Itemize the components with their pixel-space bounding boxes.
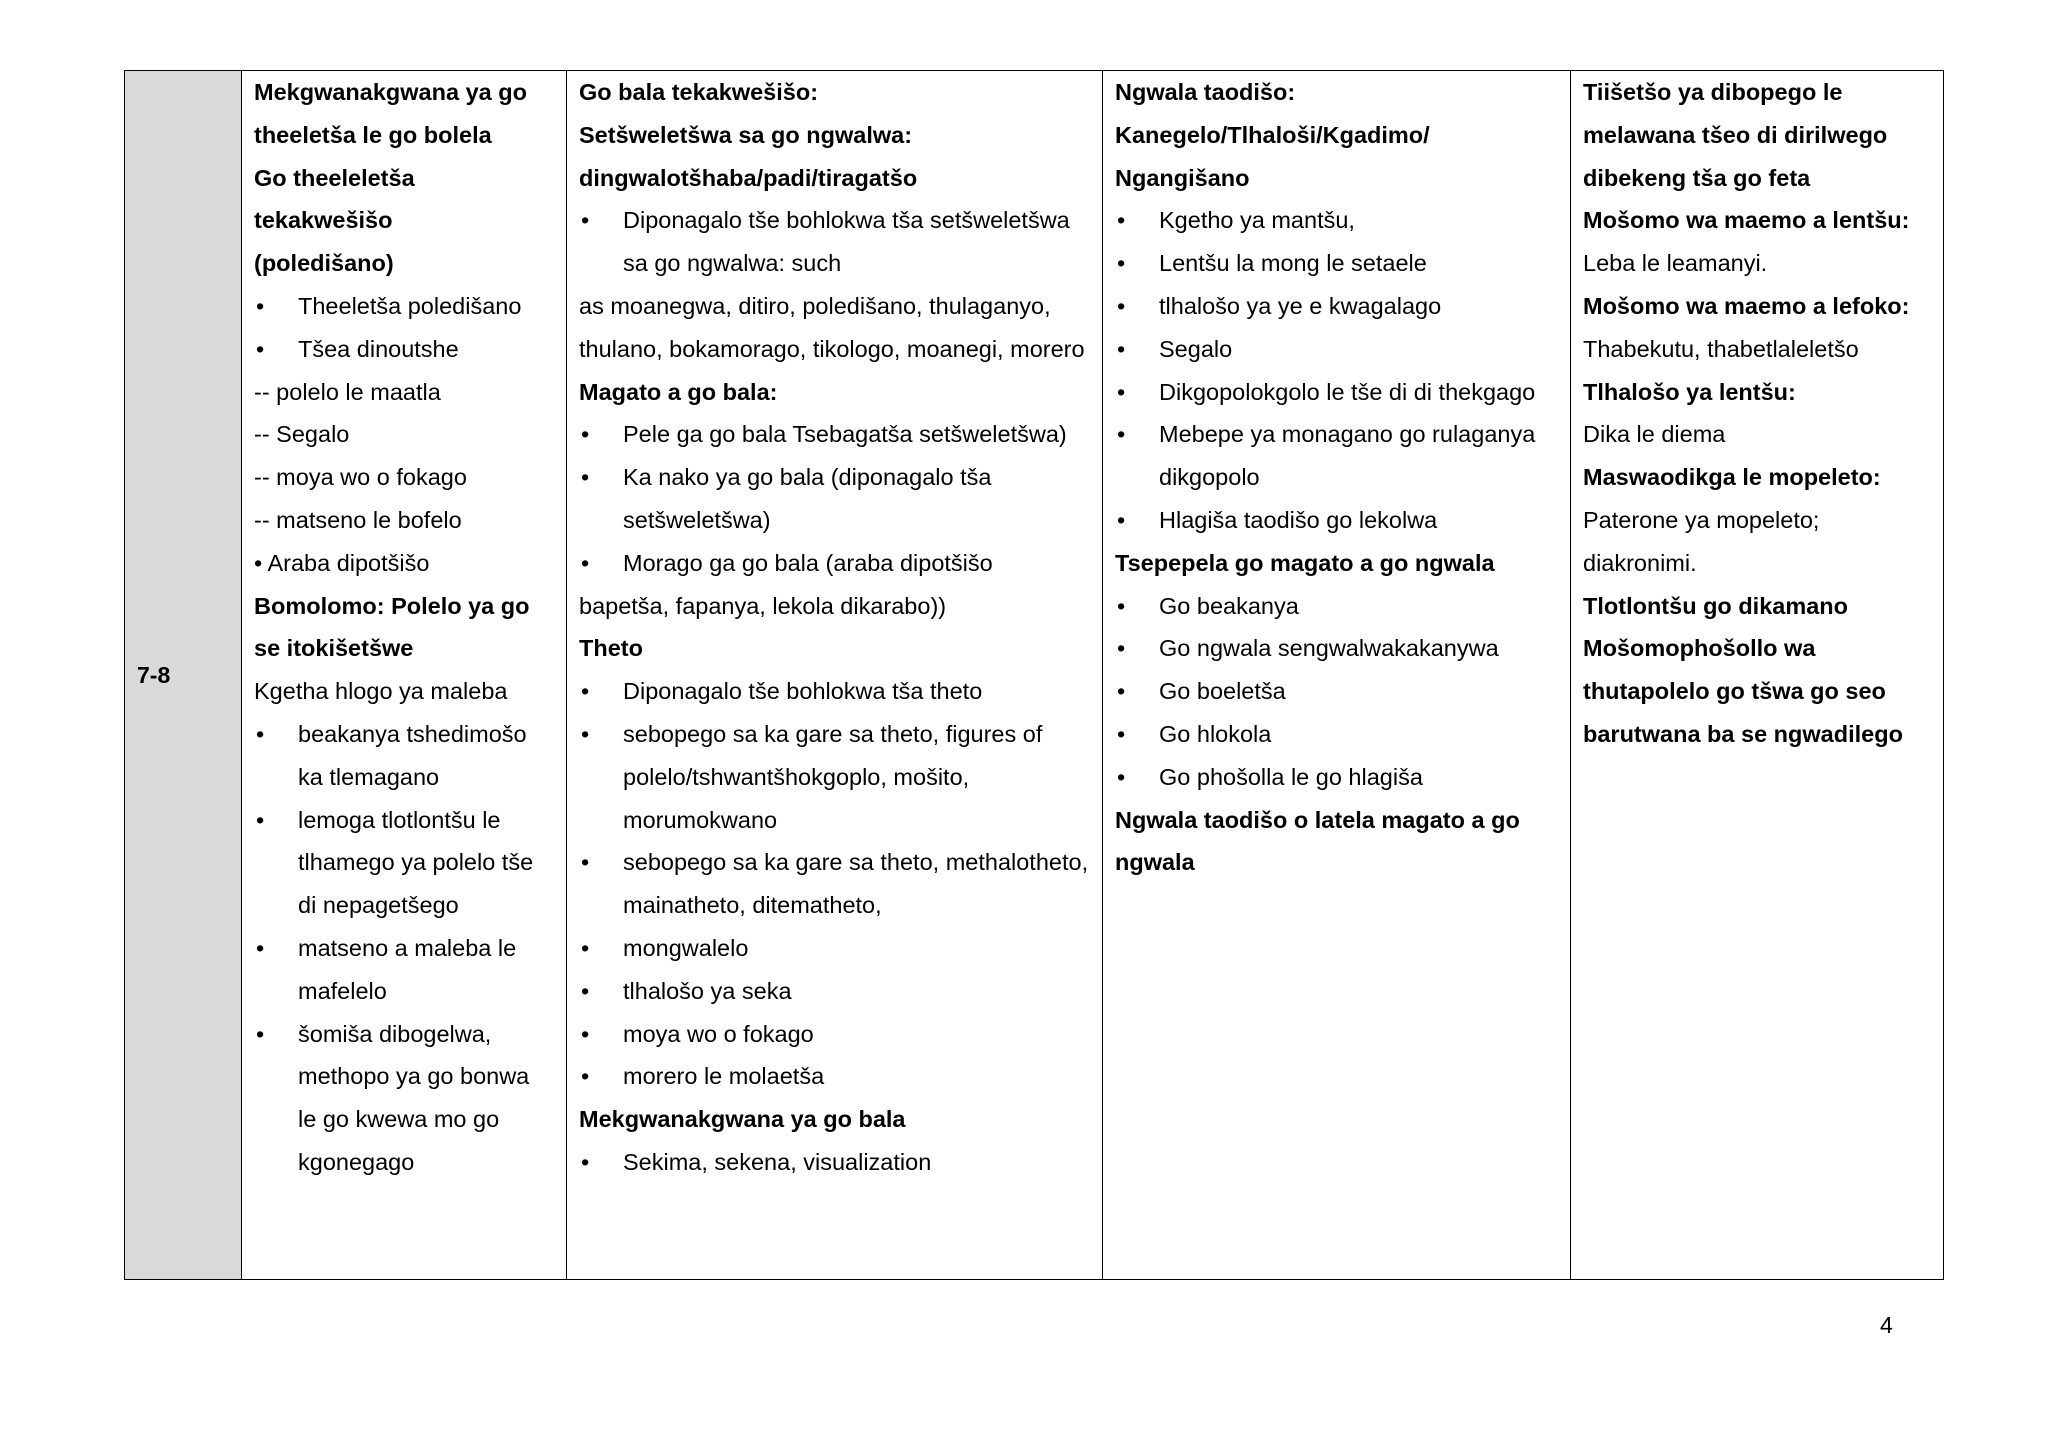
bullet-item: • morero le molaetša xyxy=(579,1055,1090,1098)
language-structures-content xyxy=(1571,71,1943,756)
bullet-item: • Sekima, sekena, visualization xyxy=(579,1141,1090,1184)
section-heading: Tlotlontšu go dikamano xyxy=(1583,592,1849,619)
text-line: as moanegwa, ditiro, poledišano, thulaganyo, thulano, bokamorago, tikologo, moanegi, morero xyxy=(579,292,1085,362)
section-heading: Tiišetšo ya dibopego le melawana tšeo di dirilwego dibekeng tša go feta xyxy=(1583,79,1888,191)
section-heading: se itokišetšwe xyxy=(254,635,414,662)
section-heading: Mekgwanakgwana ya go xyxy=(254,79,527,105)
bullet-item: • tlhalošo ya ye e kwagalago xyxy=(1115,285,1558,328)
bullet-item: • Go ngwala sengwalwakakanywa xyxy=(1115,627,1558,670)
bullet-item: • Tšea dinoutshe xyxy=(254,328,554,371)
reading-cell xyxy=(567,71,1103,1280)
bullet-item: • beakanya tshedimošo ka tlemagano xyxy=(254,713,554,799)
bullet-item: • Lentšu la mong le setaele xyxy=(1115,242,1558,285)
section-heading: theeletša le go bolela xyxy=(254,121,492,148)
text-line: Dika le diema xyxy=(1583,421,1726,448)
section-heading: Ngwala taodišo: xyxy=(1115,79,1296,105)
text-line: Leba le leamanyi. xyxy=(1583,250,1768,277)
reading-content xyxy=(567,71,1102,1184)
text-line: -- matseno le bofelo xyxy=(254,506,462,533)
bullet-item: • Hlagiša taodišo go lekolwa xyxy=(1115,499,1558,542)
bullet-item: • sebopego sa ka gare sa theto, methalotheto, mainatheto, ditematheto, xyxy=(579,841,1090,927)
section-heading: Mekgwanakgwana ya go bala xyxy=(579,1106,906,1133)
text-line: bapetša, fapanya, lekola dikarabo)) xyxy=(579,592,947,619)
bullet-item: • šomiša dibogelwa, methopo ya go bonwa le go kwewa mo go kgonegago xyxy=(254,1013,554,1184)
text-line: Paterone ya mopeleto; diakronimi. xyxy=(1583,506,1820,576)
section-heading: Maswaodikga le mopeleto: xyxy=(1583,464,1881,491)
bullet-item: • Kgetho ya mantšu, xyxy=(1115,199,1558,242)
week-label: 7-8 xyxy=(137,661,171,688)
bullet-item: • Dikgopolokgolo le tše di di thekgago xyxy=(1115,371,1558,414)
bullet-item: • Go hlokola xyxy=(1115,713,1558,756)
bullet-item: • Pele ga go bala Tsebagatša setšweletšwa) xyxy=(579,413,1090,456)
section-heading: Mošomophošollo wa thutapolelo go tšwa go seo barutwana ba se ngwadilego xyxy=(1583,635,1903,747)
section-heading: Mošomo wa maemo a lentšu: xyxy=(1583,207,1910,234)
bullet-item: • Morago ga go bala (araba dipotšišo xyxy=(579,542,1090,585)
curriculum-table xyxy=(124,70,1944,1280)
section-heading: Kanegelo/Tlhaloši/Kgadimo/ xyxy=(1115,121,1430,148)
language-structures-cell xyxy=(1571,71,1944,1280)
text-line: Kgetha hlogo ya maleba xyxy=(254,678,508,705)
bullet-item: • Mebepe ya monagano go rulaganya dikgopolo xyxy=(1115,413,1558,499)
section-heading: Bomolomo: Polelo ya go xyxy=(254,592,530,619)
text-line: Thabekutu, thabetlaleletšo xyxy=(1583,335,1859,362)
bullet-item: • Diponagalo tše bohlokwa tša theto xyxy=(579,670,1090,713)
text-line: -- polelo le maatla xyxy=(254,378,441,405)
writing-cell xyxy=(1103,71,1571,1280)
bullet-item: • Go boeletša xyxy=(1115,670,1558,713)
section-heading: Setšweletšwa sa go ngwalwa: xyxy=(579,121,913,148)
section-heading: tekakwešišo xyxy=(254,207,393,234)
bullet-item: • Theeletša poledišano xyxy=(254,285,554,328)
bullet-item: • moya wo o fokago xyxy=(579,1013,1090,1056)
bullet-item: • Go beakanya xyxy=(1115,585,1558,628)
week-cell xyxy=(125,71,242,1280)
section-heading: (poledišano) xyxy=(254,250,394,277)
page-number: 4 xyxy=(1880,1312,1893,1338)
table-row xyxy=(125,71,1944,1280)
bullet-item: • Diponagalo tše bohlokwa tša setšweletšwa sa go ngwalwa: such xyxy=(579,199,1090,285)
bullet-item: • tlhalošo ya seka xyxy=(579,970,1090,1013)
section-heading: Go theeleletša xyxy=(254,164,415,191)
bullet-item: • lemoga tlotlontšu le tlhamego ya polelo tše di nepagetšego xyxy=(254,799,554,927)
text-line: -- Segalo xyxy=(254,421,350,448)
bullet-item: • matseno a maleba le mafelelo xyxy=(254,927,554,1013)
bullet-item: • Go phošolla le go hlagiša xyxy=(1115,756,1558,799)
section-heading: Ngwala taodišo o latela magato a go ngwala xyxy=(1115,806,1520,876)
section-heading: Tsepepela go magato a go ngwala xyxy=(1115,549,1495,576)
section-heading: Mošomo wa maemo a lefoko: xyxy=(1583,292,1910,319)
bullet-item: • mongwalelo xyxy=(579,927,1090,970)
section-heading: Go bala tekakwešišo: xyxy=(579,79,819,105)
bullet-item: • Ka nako ya go bala (diponagalo tša setšweletšwa) xyxy=(579,456,1090,542)
writing-content xyxy=(1103,71,1570,884)
section-heading: Theto xyxy=(579,635,643,662)
listening-speaking-content xyxy=(242,71,566,1184)
bullet-item: • Segalo xyxy=(1115,328,1558,371)
section-heading: Magato a go bala: xyxy=(579,378,778,405)
section-heading: Ngangišano xyxy=(1115,164,1250,191)
section-heading: dingwalotšhaba/padi/tiragatšo xyxy=(579,164,918,191)
listening-speaking-cell xyxy=(242,71,567,1280)
text-line: -- moya wo o fokago xyxy=(254,464,467,491)
text-line: • Araba dipotšišo xyxy=(254,549,430,576)
bullet-item: • sebopego sa ka gare sa theto, figures of polelo/tshwantšhokgoplo, mošito, morumokwano xyxy=(579,713,1090,841)
section-heading: Tlhalošo ya lentšu: xyxy=(1583,378,1796,405)
